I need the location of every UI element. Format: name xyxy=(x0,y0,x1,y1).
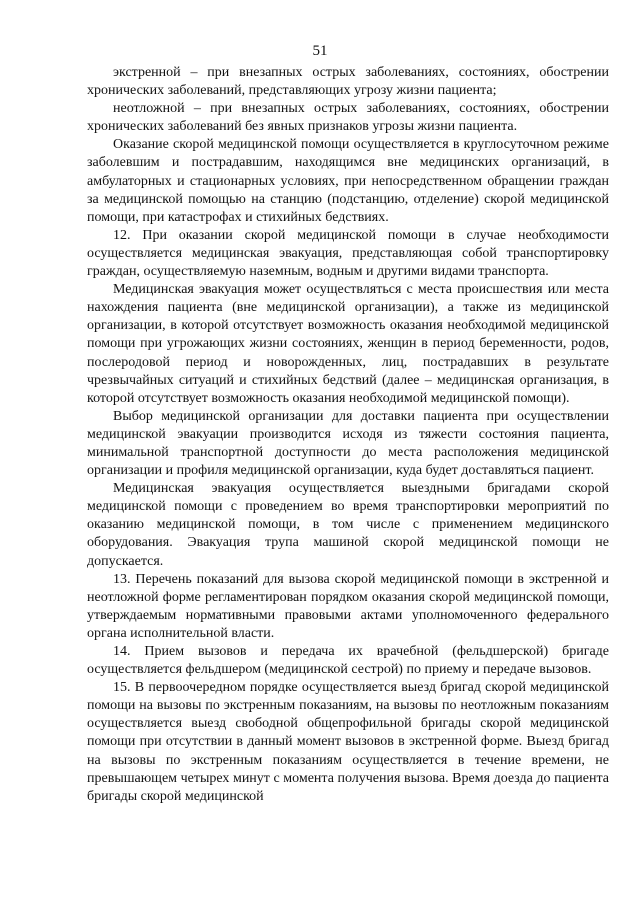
paragraph-organization-choice: Выбор медицинской организации для доставки пациента при осуществлении медицинской эвакуации производится исходя из тяжести состояния пациента, минимальной транспортной доступности до места расположения медицинской организации и профиля медицинской организации, куда будет доставляться пациент. xyxy=(87,408,609,479)
document-body xyxy=(87,64,609,806)
paragraph-round-the-clock-care: Оказание скорой медицинской помощи осуществляется в круглосуточном режиме заболевшим и пострадавшим, находящимся вне медицинских организаций, в амбулаторных и стационарных условиях, при непосредственном обращении граждан за медицинской помощью на станцию (подстанцию, отделение) скорой медицинской помощи, при катастрофах и стихийных бедствиях. xyxy=(87,137,609,225)
paragraph-section-14: 14. Прием вызовов и передача их врачебной (фельдшерской) бригаде осуществляется фельдшером (медицинской сестрой) по приему и передаче вызовов. xyxy=(87,644,609,678)
paragraph-section-12: 12. При оказании скорой медицинской помощи в случае необходимости осуществляется медицинская эвакуация, представляющая собой транспортировку граждан, осуществляемую наземным, водным и другими видами транспорта. xyxy=(87,227,609,280)
page-number: 51 xyxy=(312,43,328,59)
paragraph-evacuation-teams: Медицинская эвакуация осуществляется выездными бригадами скорой медицинской помощи с проведением во время транспортировки мероприятий по оказанию медицинской помощи, в том числе с применением медицинского оборудования. Эвакуация трупа машиной скорой медицинской помощи не допускается. xyxy=(87,481,609,569)
paragraph-emergency-form: экстренной – при внезапных острых заболеваниях, состояниях, обострении хронических заболеваний, представляющих угрозу жизни пациента; xyxy=(87,65,609,99)
paragraph-section-13: 13. Перечень показаний для вызова скорой медицинской помощи в экстренной и неотложной форме регламентирован порядком оказания скорой медицинской помощи, утверждаемым нормативными правовыми актами уполномоченного федерального органа исполнительной власти. xyxy=(87,571,609,641)
paragraph-urgent-form: неотложной – при внезапных острых заболеваниях, состояниях, обострении хронических заболеваний без явных признаков угрозы жизни пациента. xyxy=(87,101,609,135)
paragraph-section-15: 15. В первоочередном порядке осуществляется выезд бригад скорой медицинской помощи на вызовы по экстренным показаниям, на вызовы по неотложным показаниям осуществляется выезд свободной общепрофильной бригады скорой медицинской помощи при отсутствии в данный момент вызовов в экстренной форме. Выезд бригад на вызовы по экстренным показаниям осуществляется в течение времени, не превышающем четырех минут с момента получения вызова. Время доезда до пациента бригады скорой медицинской xyxy=(87,680,609,804)
paragraph-evacuation-origin: Медицинская эвакуация может осуществляться с места происшествия или места нахождения пациента (вне медицинской организации), а также из медицинской организации, в которой отсутствует возможность оказания необходимой медицинской помощи при угрожающих жизни состояниях, женщин в период беременности, родов, послеродовой период и новорожденных, лиц, пострадавших в результате чрезвычайных ситуаций и стихийных бедствий (далее – медицинская организация, в которой отсутствует возможность оказания необходимой медицинской помощи). xyxy=(87,282,609,406)
